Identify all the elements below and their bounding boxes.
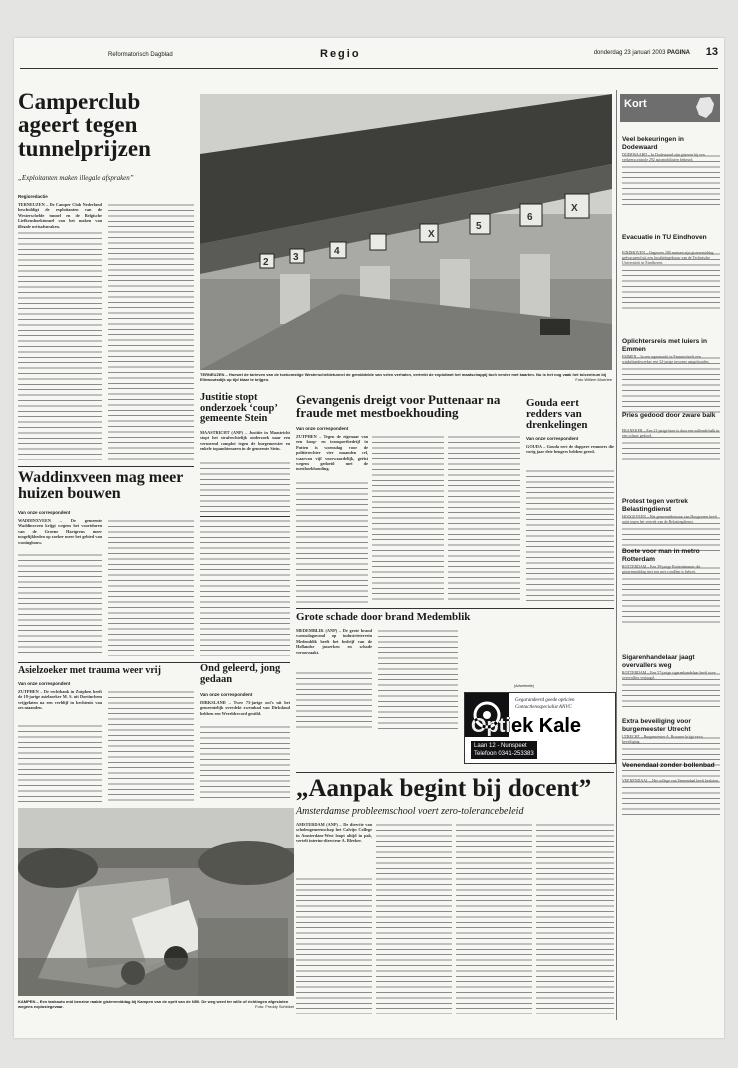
ad-name: Optiek Kale — [471, 715, 582, 737]
body-camperclub-col2 — [108, 202, 194, 460]
svg-text:X: X — [428, 229, 435, 240]
body-gouda — [526, 468, 614, 604]
column-divider — [616, 90, 617, 1020]
kort-header: Kort — [620, 94, 720, 122]
divider — [200, 516, 290, 517]
body-asielzoeker-col1 — [18, 723, 102, 803]
kort-item-title: Veel bekeuringen in Dodewaard — [622, 136, 684, 151]
kort-item-title: Sigarenhandelaar jaagt overvallers weg — [622, 654, 695, 669]
svg-text:2: 2 — [263, 257, 269, 268]
kort-item-text: FRANEKER – Een 21-jarige boer is door een vallende balk in een schuur gedood. — [622, 429, 720, 463]
svg-text:X: X — [571, 203, 578, 214]
headline-gouda: Gouda eert redders van drenkelingen — [526, 397, 588, 432]
ad-tagline: Gegarandeerd goede opticien Contactlensspecialist ANVC — [515, 698, 575, 710]
kort-item-title: Pries gedood door zware balk — [622, 412, 716, 419]
body-aanpak-col3 — [456, 822, 532, 1014]
byline-camperclub: Regioredactie — [18, 194, 48, 199]
ad-tag: (Advertentie) — [514, 684, 535, 688]
kort-item-text: DODEWAARD – In Dodewaard zijn gisteren bij een verkeerscontrole 292 automobilisten bekeurd. — [622, 153, 720, 207]
kort-item-text: HOOGEVEEN – Het gemeentebestuur van Hoogeveen heeft actie tegen het vertrek van de Belastingdienst. — [622, 515, 720, 551]
lead-gouda: GOUDA – Gouda eert de doppere reunners die vorig jaar drie hengers hebben gered. — [526, 444, 614, 455]
svg-text:3: 3 — [293, 252, 299, 263]
kort-item-title: Veenendaal zonder bollenbad — [622, 762, 715, 769]
byline-gouda: Van onze correspondent — [526, 436, 579, 441]
kort-item-text: VEENENDAAL – Het college van Veenendaal heeft besloten. — [622, 779, 720, 819]
body-aanpak-col2 — [376, 822, 452, 1014]
photo-tunnel-toll — [200, 94, 612, 370]
body-aanpak-col4 — [536, 822, 614, 1014]
credit-kampen: Foto: Freddy Schinkel — [255, 1004, 294, 1009]
body-gevangenis-col2 — [372, 434, 444, 604]
body-medemblik-col2 — [378, 628, 458, 730]
body-medemblik-col1 — [296, 670, 372, 730]
kort-item-text: EINDHOVEN – Ongeveer 200 mensen zijn gisteremiddag geëvacueerd uit een faculteitsgebouw van de Technische Universiteit in Eindhoven. — [622, 251, 720, 311]
kort-item-text: ROTTERDAM – Een 39-jarige Rotterdammer die gisterenmiddag met een mes rondliep is beboet. — [622, 565, 720, 623]
body-gevangenis-col1 — [296, 480, 368, 604]
body-waddinxveen-col3 — [200, 518, 290, 656]
byline-gevangenis: Van onze correspondent — [296, 426, 349, 431]
headline-camperclub: Camperclub ageert tegen tunnelprijzen — [18, 89, 151, 161]
byline-asielzoeker: Van onze correspondent — [18, 681, 71, 686]
paper-name: Reformatorisch Dagblad — [108, 52, 173, 58]
lead-waddinxveen: WADDINXVEEN – De gemeente Waddinxveen krijgt wegens het voortduren van de Groene Hartgrens meer mogelijkheden op zoeker meer het gebied van woningbouw. — [18, 518, 102, 545]
page-header — [20, 42, 718, 69]
headline-waddinxveen: Waddinxveen mag meer huizen bouwen — [18, 469, 184, 503]
divider — [296, 772, 614, 773]
svg-text:6: 6 — [527, 212, 533, 223]
kort-item-text: UTRECHT – Burgemeester A. Brouwer krijgt extra beveiliging. — [622, 735, 720, 779]
kort-item-title: Protest tegen vertrek Belastingdienst — [622, 498, 688, 513]
newspaper-page — [14, 38, 724, 1038]
headline-medemblik: Grote schade door brand Medemblik — [296, 611, 471, 623]
byline-waddinxveen: Van onze correspondent — [18, 510, 71, 515]
svg-text:5: 5 — [476, 221, 482, 232]
kort-item-title: Boete voor man in metro Rotterdam — [622, 548, 700, 563]
headline-ond: Ond geleerd, jong gedaan — [200, 663, 281, 685]
kort-item-text: EMMEN – In een supermarkt in Emmen heeft een winkelmedewerker een 32-jarige inwoner aangehouden. — [622, 355, 720, 415]
lead-asielzoeker: ZUTPHEN – De rechtbank in Zutphen heeft de 18-jarige asielzoeker M. S. uit Doetinchem vrijgelaten na een verblijf in hechtenis van zes maanden. — [18, 689, 102, 711]
lead-camperclub: TERNEUZEN – De Camper Club Nederland beschuldigt de exploitanten van de Westerschelde tunnel en de Belgische Liefkenshoektunnel van het maken van illegale prijsafspraken. — [18, 202, 102, 228]
lead-gevangenis: ZUTPHEN – Tegen de eigenaar van een koop- en transportbedrijf in Putten is woensdag voor de politierechter vier maanden cel, waarvan vijf voorwaardelijk, geëist wegens gedoeid met de mestboekhouding. — [296, 434, 368, 472]
body-waddinxveen-col1 — [18, 552, 102, 656]
kort-item-title: Evacuatie in TU Eindhoven — [622, 234, 707, 241]
byline-ond: Van onze correspondent — [200, 692, 253, 697]
body-ond — [200, 724, 290, 802]
headline-justitie: Justitie stopt onderzoek ‘coup’ gemeente Stein — [200, 392, 278, 425]
body-aanpak-col1 — [296, 876, 372, 1014]
body-camperclub-col1 — [18, 230, 102, 460]
page-number: 13 — [705, 46, 718, 58]
svg-text:4: 4 — [334, 246, 340, 257]
body-asielzoeker-col2 — [108, 689, 194, 803]
body-justitie — [200, 460, 290, 512]
divider — [18, 466, 194, 467]
advertisement-optiek — [464, 692, 616, 764]
kort-item-text: ROTTERDAM – Een 57-jarige sigarenhandelaar heeft twee overvallers verjaagd. — [622, 671, 720, 711]
lead-aanpak: AMSTERDAM (ANP) – De directie van scholengemeenschap het Calvijn College in Amsterdam-West loopt altijd in pak, vertelt interim-directeur A. Bleeker. — [296, 822, 372, 844]
section-title: Regio — [320, 48, 361, 60]
caption-tunnel: TERNEUZEN – Hoewel de tarieven van de toekomstige Westerscheldetunnel de gemiddelde van velen verhalen, vertrekt de exploitant het maatschappij toch verder met kaarten. Nu is het nog vaak het tolcentrum bij Ellewoutsdijk op tijd klaar te krijgen. Foto Willem Moerlee — [200, 372, 612, 382]
netherlands-map-icon — [694, 96, 716, 120]
headline-asielzoeker: Asielzoeker met trauma weer vrij — [18, 665, 161, 676]
credit-tunnel: Foto Willem Moerlee — [575, 377, 612, 382]
kort-item-title: Extra beveiliging voor burgemeester Utrecht — [622, 718, 691, 733]
subtitle-aanpak: Amsterdamse probleemschool voert zero-tolerancebeleid — [296, 806, 524, 817]
photo-kampen-tanker — [18, 808, 294, 996]
body-gevangenis-col3 — [448, 434, 520, 604]
lead-ond: DIRKSLAND – Twee 73-jarige ooi’s uit het gemeentelijk overdekt zwembad van Dirksland hebben een Wereldrecord gestild. — [200, 700, 290, 716]
headline-gevangenis: Gevangenis dreigt voor Puttenaar na fraude met mestboekhouding — [296, 392, 501, 421]
lead-medemblik: MEDEMBLIK (ANP) – De grote brand woensdagavond op industrieterrein Medemblik heeft het bedrijf van de Hollandse jasserken en schade veroorzaakt. — [296, 628, 372, 655]
lead-justitie: MAASTRICHT (ANP) – Justitie in Maastricht stopt het strafrechtelijk onderzoek naar een vermeend complot tegen de burgemeester en enkele topambtenaren in de gemeente Stein. — [200, 430, 290, 452]
divider — [296, 608, 614, 609]
issue-date: donderdag 23 januari 2003 PAGINA — [593, 50, 690, 56]
caption-kampen: KAMPEN – Een tankauto mid benzine raakte gisteremiddag bij Kampen van de oprit van de N50. De weg werd ter wille of richtingen afgesloten wegens explosiegevaar. Foto: Freddy Schinkel — [18, 999, 294, 1009]
headline-aanpak: „Aanpak begint bij docent” — [296, 775, 592, 802]
body-waddinxveen-col2 — [108, 518, 194, 656]
ad-contact: Laan 12 - Nunspeet Telefoon 0341-253383 — [471, 741, 537, 759]
kort-item-title: Oplichtersreis met luiers in Emmen — [622, 338, 708, 353]
subtitle-camperclub: „Exploitanten maken illegale afspraken” — [18, 174, 134, 182]
